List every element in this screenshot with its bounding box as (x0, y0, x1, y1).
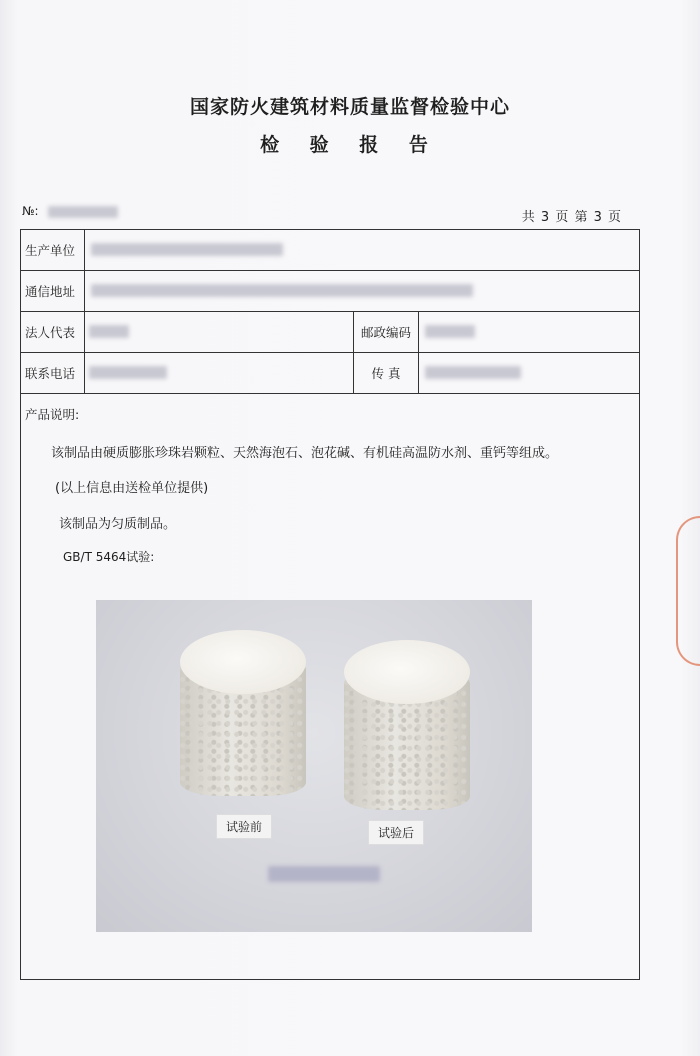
report-number (22, 204, 118, 218)
redacted-phone (89, 366, 167, 379)
description-line-4: GB/T 5464试验: (63, 550, 155, 564)
description-line-2: (以上信息由送检单位提供) (55, 481, 209, 496)
redacted-fax (425, 366, 521, 379)
description-line-1: 该制品由硬质膨胀珍珠岩颗粒、天然海泡石、泡花碱、有机硅高温防水剂、重钙等组成。 (51, 446, 559, 461)
redacted-legal-rep (89, 325, 129, 338)
address-label: 通信地址 (21, 271, 85, 311)
producer-label: 生产单位 (21, 230, 85, 270)
after-test-label: 试验后 (368, 820, 424, 845)
phone-label: 联系电话 (21, 353, 85, 393)
redacted-report-number (48, 206, 118, 218)
phone-row (21, 353, 639, 394)
legal-rep-row (21, 312, 639, 353)
description-line-3: 该制品为匀质制品。 (59, 517, 177, 532)
sample-after-top (344, 640, 470, 704)
description-heading: 产品说明: (25, 407, 80, 422)
test-sample-photo (96, 600, 532, 932)
redacted-photo-caption (268, 866, 380, 882)
report-number-label: №: (22, 204, 39, 218)
redacted-producer (91, 243, 283, 256)
before-test-label: 试验前 (216, 814, 272, 839)
legal-rep-label: 法人代表 (21, 312, 85, 352)
postal-label: 邮政编码 (353, 312, 419, 352)
sample-before-top (180, 630, 306, 694)
fax-label: 传 真 (353, 353, 419, 393)
report-title: 国家防火建筑材料质量监督检验中心 (189, 96, 510, 118)
page-info: 共 3 页 第 3 页 (521, 210, 622, 225)
report-subtitle: 检 验 报 告 (260, 134, 440, 156)
address-row (21, 271, 639, 312)
seal-stamp (676, 516, 700, 666)
redacted-address (91, 284, 473, 297)
redacted-postal (425, 325, 475, 338)
producer-row (21, 230, 639, 271)
